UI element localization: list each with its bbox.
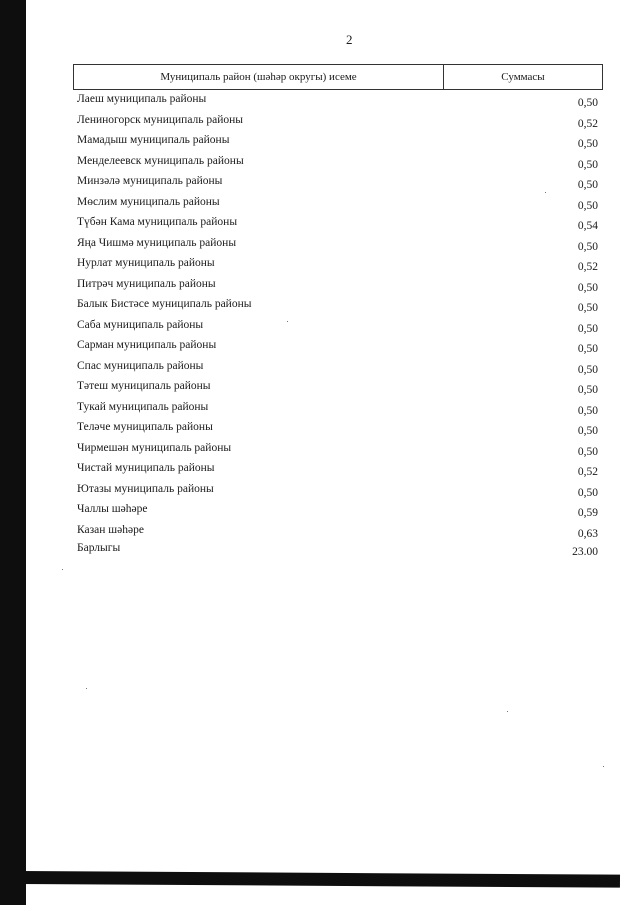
table-row	[77, 339, 598, 357]
scan-speck	[62, 569, 63, 570]
row-name: Мамадыш муниципаль районы	[77, 134, 230, 146]
row-name: Спас муниципаль районы	[77, 359, 204, 372]
table-row	[77, 442, 598, 460]
row-value: 0,50	[577, 384, 598, 396]
table-header	[73, 64, 603, 90]
row-value: 0,50	[577, 486, 598, 499]
row-value: 0,50	[577, 445, 598, 458]
table-row	[77, 503, 598, 521]
table-row	[77, 483, 598, 501]
table-row	[77, 380, 598, 398]
row-value: 0,50	[577, 158, 598, 171]
table-row	[77, 114, 598, 132]
table-row	[77, 93, 598, 111]
table-row	[77, 237, 598, 255]
row-value: 0,50	[577, 179, 598, 191]
scan-speck	[86, 688, 87, 689]
scan-shadow-bottom	[20, 871, 620, 888]
table-row	[77, 216, 598, 234]
row-name: Сарман муниципаль районы	[77, 339, 217, 351]
row-name: Яңа Чишмә муниципаль районы	[77, 236, 237, 249]
scan-speck	[603, 766, 604, 767]
row-name: Саба муниципаль районы	[77, 318, 204, 331]
table-row	[77, 196, 598, 214]
page-number: 2	[346, 32, 353, 47]
row-value: 0,52	[577, 261, 598, 273]
row-name: Казан шәһәре	[77, 523, 144, 536]
scan-speck	[507, 711, 508, 712]
row-name: Лениногорск муниципаль районы	[77, 113, 244, 126]
row-value: 0,50	[577, 322, 598, 335]
row-value: 0,50	[577, 138, 598, 150]
row-name: Нурлат муниципаль районы	[77, 257, 215, 269]
row-value: 0,63	[577, 527, 598, 540]
row-value: 0,50	[577, 281, 598, 294]
row-name: Питрәч муниципаль районы	[77, 277, 216, 290]
table-row	[77, 257, 598, 275]
row-name: Лаеш муниципаль районы	[77, 93, 207, 105]
table-row	[77, 155, 598, 173]
scan-shadow-left	[0, 0, 26, 905]
table-row	[77, 134, 598, 152]
row-value: 0,50	[577, 240, 598, 253]
header-sum-cell: Суммасы	[501, 71, 545, 83]
row-value: 0,50	[577, 343, 598, 355]
row-value: 0,50	[577, 199, 598, 212]
row-name: Мөслим муниципаль районы	[77, 195, 220, 208]
row-name: Чаллы шәһәре	[77, 503, 148, 515]
row-value: 0,50	[577, 363, 598, 376]
table-row	[77, 421, 598, 439]
row-name: Чирмешән муниципаль районы	[77, 441, 232, 454]
row-name: Чистай муниципаль районы	[77, 462, 215, 474]
row-value: 0,52	[577, 117, 598, 130]
row-value: 0,54	[577, 220, 598, 232]
row-name: Тәтеш муниципаль районы	[77, 380, 211, 392]
row-value: 0,52	[577, 466, 598, 478]
row-name: Тукай муниципаль районы	[77, 400, 209, 413]
table-row	[77, 360, 598, 378]
header-name-cell: Муниципаль район (шәһәр округы) исеме	[74, 65, 444, 89]
total-row	[77, 542, 598, 560]
row-name: Менделеевск муниципаль районы	[77, 154, 244, 167]
table-row	[77, 278, 598, 296]
table-row	[77, 401, 598, 419]
row-name: Теләче муниципаль районы	[77, 421, 213, 433]
row-value: 0,50	[577, 302, 598, 314]
row-value: 0,59	[577, 507, 598, 519]
scan-speck	[545, 192, 546, 193]
row-value: 0,50	[577, 425, 598, 437]
total-value: 23.00	[572, 546, 598, 558]
table-row	[77, 298, 598, 316]
table-row	[77, 524, 598, 542]
row-name: Түбән Кама муниципаль районы	[77, 216, 238, 228]
total-label: Барлыгы	[77, 542, 121, 554]
row-name: Балык Бистәсе муниципаль районы	[77, 298, 252, 310]
row-value: 0,50	[577, 404, 598, 417]
table-row	[77, 175, 598, 193]
table-row	[77, 319, 598, 337]
scan-speck	[287, 321, 288, 322]
row-name: Минзәлә муниципаль районы	[77, 175, 223, 187]
row-name: Ютазы муниципаль районы	[77, 482, 214, 495]
table-row	[77, 462, 598, 480]
row-value: 0,50	[577, 97, 598, 109]
